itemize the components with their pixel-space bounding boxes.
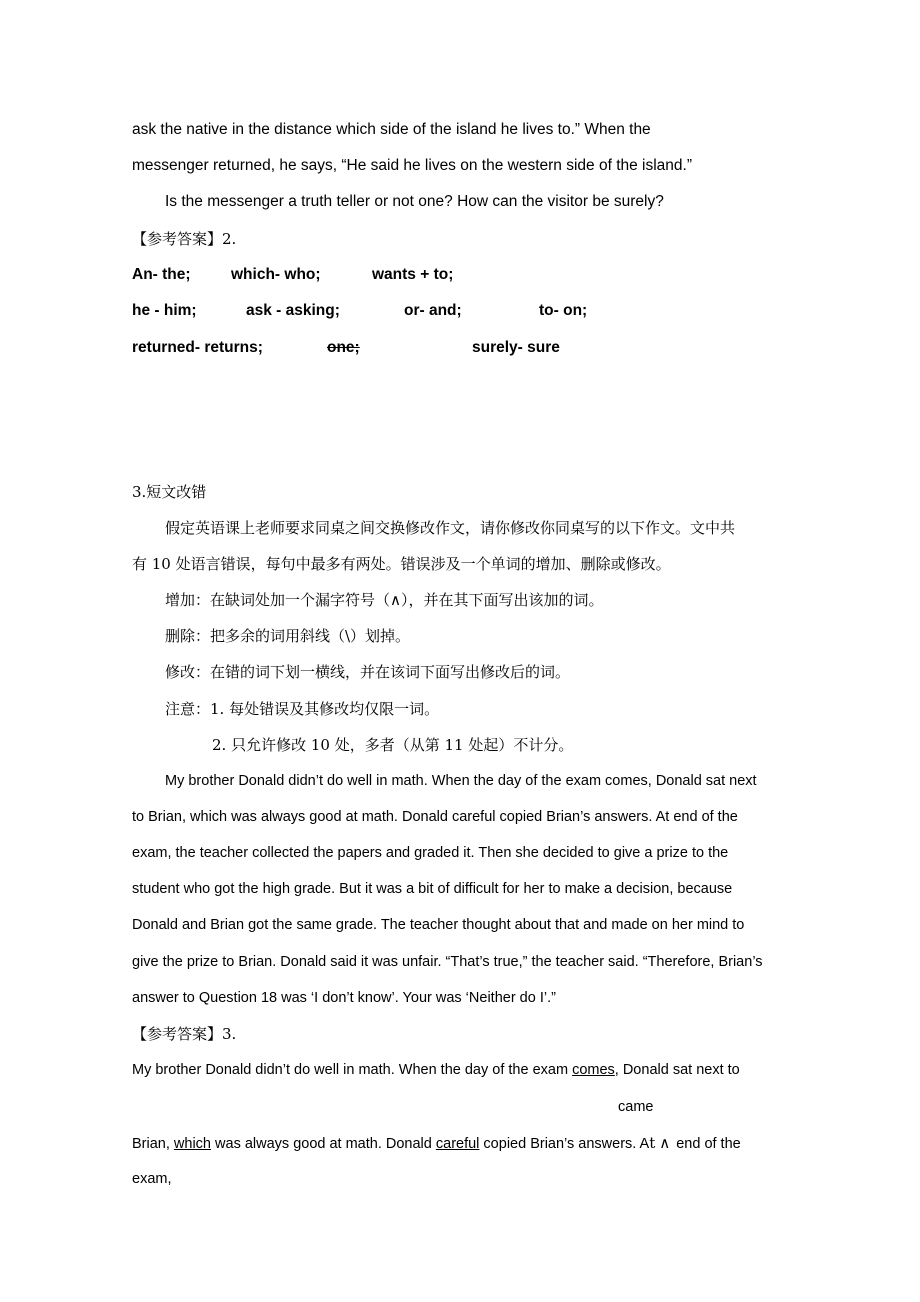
passage-line: student who got the high grade. But it was a bit of difficult for her to make a decision, because xyxy=(132,881,733,897)
intro-line-2: messenger returned, he says, “He said he lives on the western side of the island.” xyxy=(132,157,693,174)
answer-2-item: he - him; xyxy=(132,302,197,319)
passage-line: answer to Question 18 was ‘I don’t know’. Your was ‘Neither do I’.” xyxy=(132,990,556,1006)
answer-3-line-3: exam, xyxy=(132,1171,172,1187)
intro-line-1: ask the native in the distance which side of the island he lives to.” When the xyxy=(132,121,651,138)
passage-line: Donald and Brian got the same grade. The teacher thought about that and made on her mind to xyxy=(132,917,745,933)
answer-2-item: returned- returns; xyxy=(132,339,263,356)
correction-came: came xyxy=(618,1099,654,1115)
instruction-add: 增加：在缺词处加一个漏字符号（∧），并在其下面写出该加的词。 xyxy=(165,591,604,609)
passage-line: give the prize to Brian. Donald said it was unfair. “That’s true,” the teacher said. “Therefore, Brian’s xyxy=(132,954,763,970)
answer-3-line-1: My brother Donald didn’t do well in math. When the day of the exam comes, Donald sat next to xyxy=(132,1062,740,1078)
answer-3-heading: 【参考答案】3. xyxy=(132,1025,237,1043)
answer-2-item: to- on; xyxy=(539,302,588,319)
answer-2-deleted-word: one; xyxy=(327,339,360,356)
insert-caret-icon: ∧ xyxy=(659,1134,671,1152)
answer-2-item: which- who; xyxy=(231,266,321,283)
instruction-delete: 删除：把多余的词用斜线（\）划掉。 xyxy=(165,627,411,645)
error-word-which: which xyxy=(173,1136,211,1152)
answer-2-item: or- and; xyxy=(404,302,462,319)
answer-2-item: surely- sure xyxy=(472,339,560,356)
error-word-careful: careful xyxy=(435,1136,480,1152)
instruction-line-1: 假定英语课上老师要求同桌之间交换修改作文，请你修改你同桌写的以下作文。文中共 xyxy=(165,519,736,537)
passage-line: to Brian, which was always good at math. Donald careful copied Brian’s answers. At end of the xyxy=(132,809,738,825)
note-2: 2. 只允许修改 10 处，多者（从第 11 处起）不计分。 xyxy=(212,736,574,754)
answer-2-item: An- the; xyxy=(132,266,191,283)
answer-2-item: ask - asking; xyxy=(246,302,340,319)
intro-line-3: Is the messenger a truth teller or not one? How can the visitor be surely? xyxy=(165,193,664,210)
instruction-line-2: 有 10 处语言错误，每句中最多有两处。错误涉及一个单词的增加、删除或修改。 xyxy=(132,555,671,573)
answer-2-item: wants + to; xyxy=(372,266,454,283)
passage-line: exam, the teacher collected the papers and graded it. Then she decided to give a prize to the xyxy=(132,845,729,861)
section-3-title: 3.短文改错 xyxy=(132,483,207,501)
passage-line: My brother Donald didn’t do well in math. When the day of the exam comes, Donald sat next xyxy=(165,773,757,789)
instruction-modify: 修改：在错的词下划一横线，并在该词下面写出修改后的词。 xyxy=(165,663,571,681)
answer-3-line-2: Brian, which was always good at math. Donald careful copied Brian’s answers. At ∧ end of the xyxy=(132,1134,741,1152)
error-word-comes: comes xyxy=(572,1062,615,1078)
answer-2-heading: 【参考答案】2. xyxy=(132,230,237,248)
note-1: 注意：1. 每处错误及其修改均仅限一词。 xyxy=(165,700,440,718)
